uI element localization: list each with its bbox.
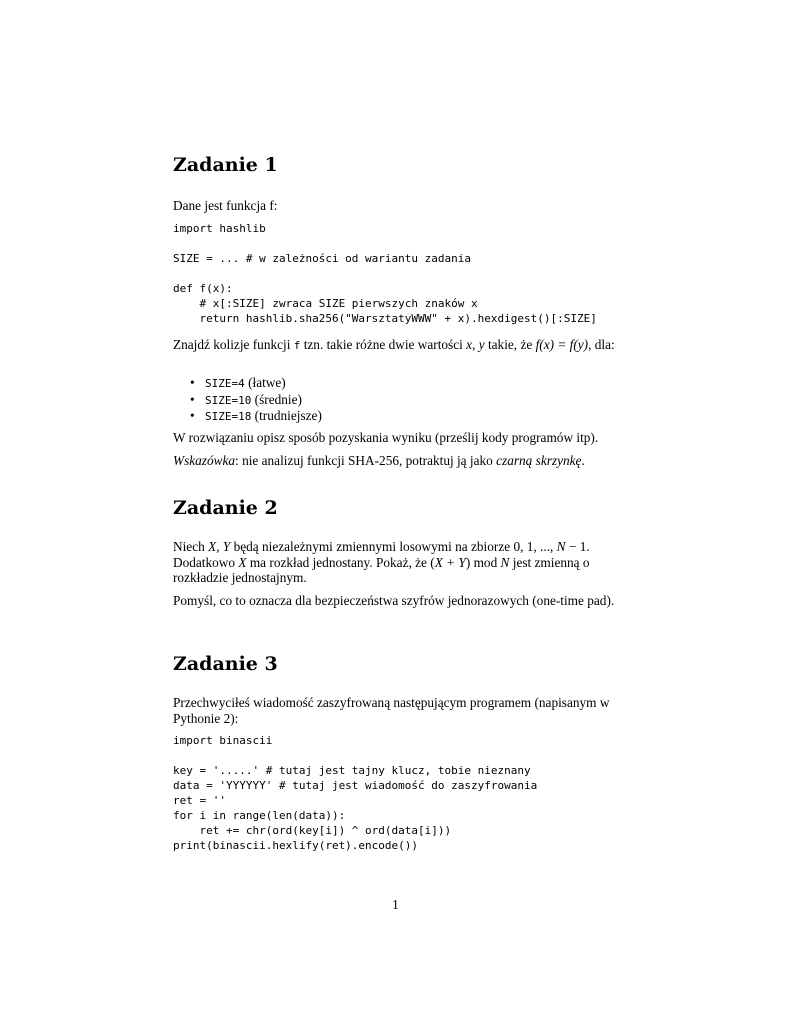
task1-variant-list [173, 375, 623, 425]
task3-intro: Przechwyciłeś wiadomość zaszyfrowaną następującym programem (napisanym w Pythonie 2): [173, 695, 610, 726]
list-item: • SIZE=18 (trudniejsze) [173, 408, 623, 425]
task1-collision-text: Znajdź kolizje funkcji f tzn. takie różne dwie wartości x, y takie, że f(x) = f(y), dla: [173, 337, 615, 352]
task2-one-time-pad: Pomyśl, co to oznacza dla bezpieczeństwa szyfrów jednorazowych (one-time pad). [173, 593, 615, 608]
task1-code-block: import hashlib SIZE = ... # w zależności od wariantu zadania def f(x): # x[:SIZE] zwraca SIZE pierwszych znaków x return hashlib.sha256("WarsztatyWWW" + x).hexdigest()[:SIZE] [173, 222, 597, 325]
task3-code-block: import binascii key = '.....' # tutaj jest tajny klucz, tobie nieznany data = 'YYYYYY' # tutaj jest wiadomość do zaszyfrowania ret = '' for i in range(len(data)): ret += chr(ord(key[i]) ^ ord(data[i])) print(binascii.hexlify(ret).encode()) [173, 734, 538, 852]
task1-heading: Zadanie 1 [173, 154, 278, 176]
task1-intro: Dane jest funkcja f: [173, 198, 278, 213]
page-number: 1 [392, 897, 399, 912]
task1-solution-note: W rozwiązaniu opisz sposób pozyskania wyniku (prześlij kody programów itp). [173, 430, 599, 445]
task3-heading: Zadanie 3 [173, 653, 278, 675]
task2-paragraph: Niech X, Y będą niezależnymi zmiennymi losowymi na zbiorze 0, 1, ..., N − 1. Dodatkowo X ma rozkład jednostany. Pokaż, że (X + Y) mod N jest zmienną o rozkładzie jednostajnym. [173, 539, 590, 585]
task1-hint: Wskazówka: nie analizuj funkcji SHA-256, potraktuj ją jako czarną skrzynkę. [173, 453, 585, 468]
list-item: • SIZE=4 (łatwe) [173, 375, 623, 392]
task2-heading: Zadanie 2 [173, 497, 278, 519]
list-item: • SIZE=10 (średnie) [173, 392, 623, 409]
